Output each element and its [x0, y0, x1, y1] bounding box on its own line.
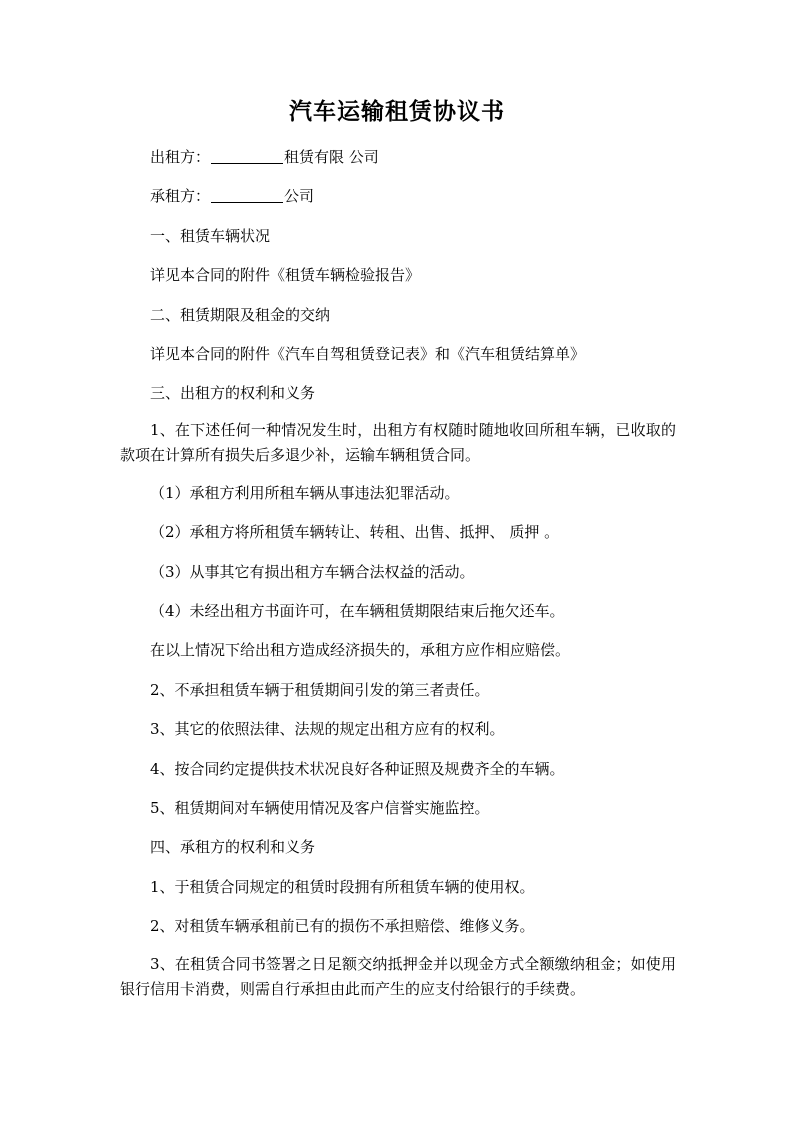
- lessor-label: 出租方：: [150, 148, 211, 166]
- section3-heading: 三、出租方的权利和义务: [150, 384, 316, 402]
- lessee-line: [150, 186, 314, 206]
- section3-item4: 4、按合同约定提供技术状况良好各种证照及规费齐全的车辆。: [150, 760, 565, 778]
- lessee-blank: [211, 187, 283, 203]
- section2-body: 详见本合同的附件《汽车自驾租赁登记表》和《汽车租赁结算单》: [150, 345, 586, 363]
- section3-note: 在以上情况下给出租方造成经济损失的，承租方应作相应赔偿。: [150, 641, 571, 659]
- section3-sub4: （4）未经出租方书面许可，在车辆租赁期限结束后拖欠还车。: [150, 602, 565, 620]
- section3-sub3: （3）从事其它有损出租方车辆合法权益的活动。: [150, 563, 475, 581]
- lessee-label: 承租方：: [150, 187, 211, 205]
- lessor-suffix: 租赁有限 公司: [284, 148, 379, 166]
- section1-heading: 一、租赁车辆状况: [150, 227, 271, 245]
- section3-item1: 1、在下述任何一种情况发生时，出租方有权随时随地收回所租车辆，已收取的款项在计算所有损失后多退少补，运输车辆租赁合同。: [120, 421, 676, 464]
- section3-item2: 2、不承担租赁车辆于租赁期间引发的第三者责任。: [150, 681, 490, 699]
- section4-heading: 四、承租方的权利和义务: [150, 838, 316, 856]
- section1-body: 详见本合同的附件《租赁车辆检验报告》: [150, 266, 421, 284]
- document-title: 汽车运输租赁协议书: [289, 98, 505, 125]
- section3-item3: 3、其它的依照法律、法规的规定出租方应有的权利。: [150, 720, 505, 738]
- section3-item5: 5、租赁期间对车辆使用情况及客户信誉实施监控。: [150, 799, 490, 817]
- lessor-line: [150, 147, 379, 167]
- section4-item1: 1、于租赁合同规定的租赁时段拥有所租赁车辆的使用权。: [150, 878, 535, 896]
- section4-item3: 3、在租赁合同书签署之日足额交纳抵押金并以现金方式全额缴纳租金；如使用银行信用卡消费，则需自行承担由此而产生的应支付给银行的手续费。: [120, 955, 676, 998]
- lessor-blank: [211, 148, 283, 164]
- section3-sub1: （1）承租方利用所租车辆从事违法犯罪活动。: [150, 484, 460, 502]
- lessee-suffix: 公司: [284, 187, 315, 205]
- section4-item2: 2、对租赁车辆承租前已有的损伤不承担赔偿、维修义务。: [150, 917, 535, 935]
- section3-sub2: （2）承租方将所租赁车辆转让、转租、出售、抵押、 质押 。: [150, 523, 560, 541]
- section2-heading: 二、租赁期限及租金的交纳: [150, 306, 331, 324]
